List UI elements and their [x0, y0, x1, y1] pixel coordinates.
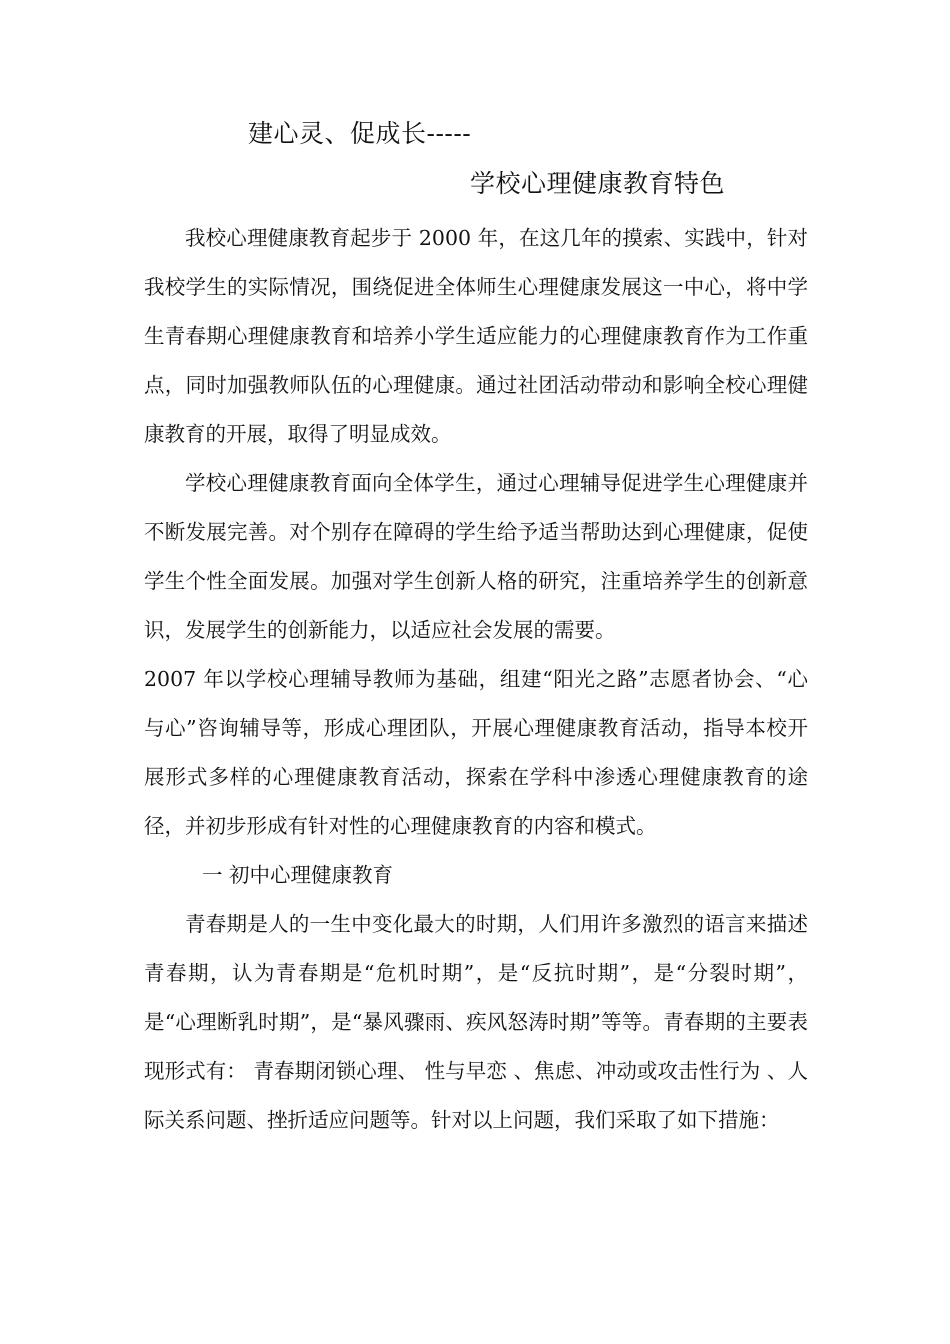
paragraph-adolescence: 青春期是人的一生中变化最大的时期，人们用许多激烈的语言来描述青春期，认为青春期是“危机时期”，是“反抗时期”，是“分裂时期”，是“心理断乳时期”，是“暴风骤雨、疾风怒涛时期”等等。青春期的主要表现形式有： 青春期闭锁心理、 性与早恋 、焦虑、冲动或攻击性行为 、人际关系问题、挫折适应问题等。针对以上问题，我们采取了如下措施：: [144, 912, 808, 1132]
paragraph-goals: 学校心理健康教育面向全体学生，通过心理辅导促进学生心理健康并不断发展完善。对个别存在障碍的学生给予适当帮助达到心理健康，促使学生个性全面发展。加强对学生创新人格的研究，注重培养学生的创新意识，发展学生的创新能力，以适应社会发展的需要。: [144, 471, 808, 642]
document-title: 建心灵、促成长-----: [248, 119, 472, 148]
document-body: [144, 214, 808, 1145]
paragraph-intro: 我校心理健康教育起步于 2000 年，在这几年的摸索、实践中，针对我校学生的实际情况，围绕促进全体师生心理健康发展这一中心，将中学生青春期心理健康教育和培养小学生适应能力的心理健康教育作为工作重点，同时加强教师队伍的心理健康。通过社团活动带动和影响全校心理健康教育的开展，取得了明显成效。: [144, 226, 808, 446]
section-heading-junior: 一 初中心理健康教育: [202, 863, 394, 887]
paragraph-team: 2007 年以学校心理辅导教师为基础，组建“阳光之路”志愿者协会、“心与心”咨询辅导等，形成心理团队，开展心理健康教育活动，指导本校开展形式多样的心理健康教育活动，探索在学科中渗透心理健康教育的途径，并初步形成有针对性的心理健康教育的内容和模式。: [144, 667, 808, 838]
document-subtitle: 学校心理健康教育特色: [470, 169, 726, 198]
